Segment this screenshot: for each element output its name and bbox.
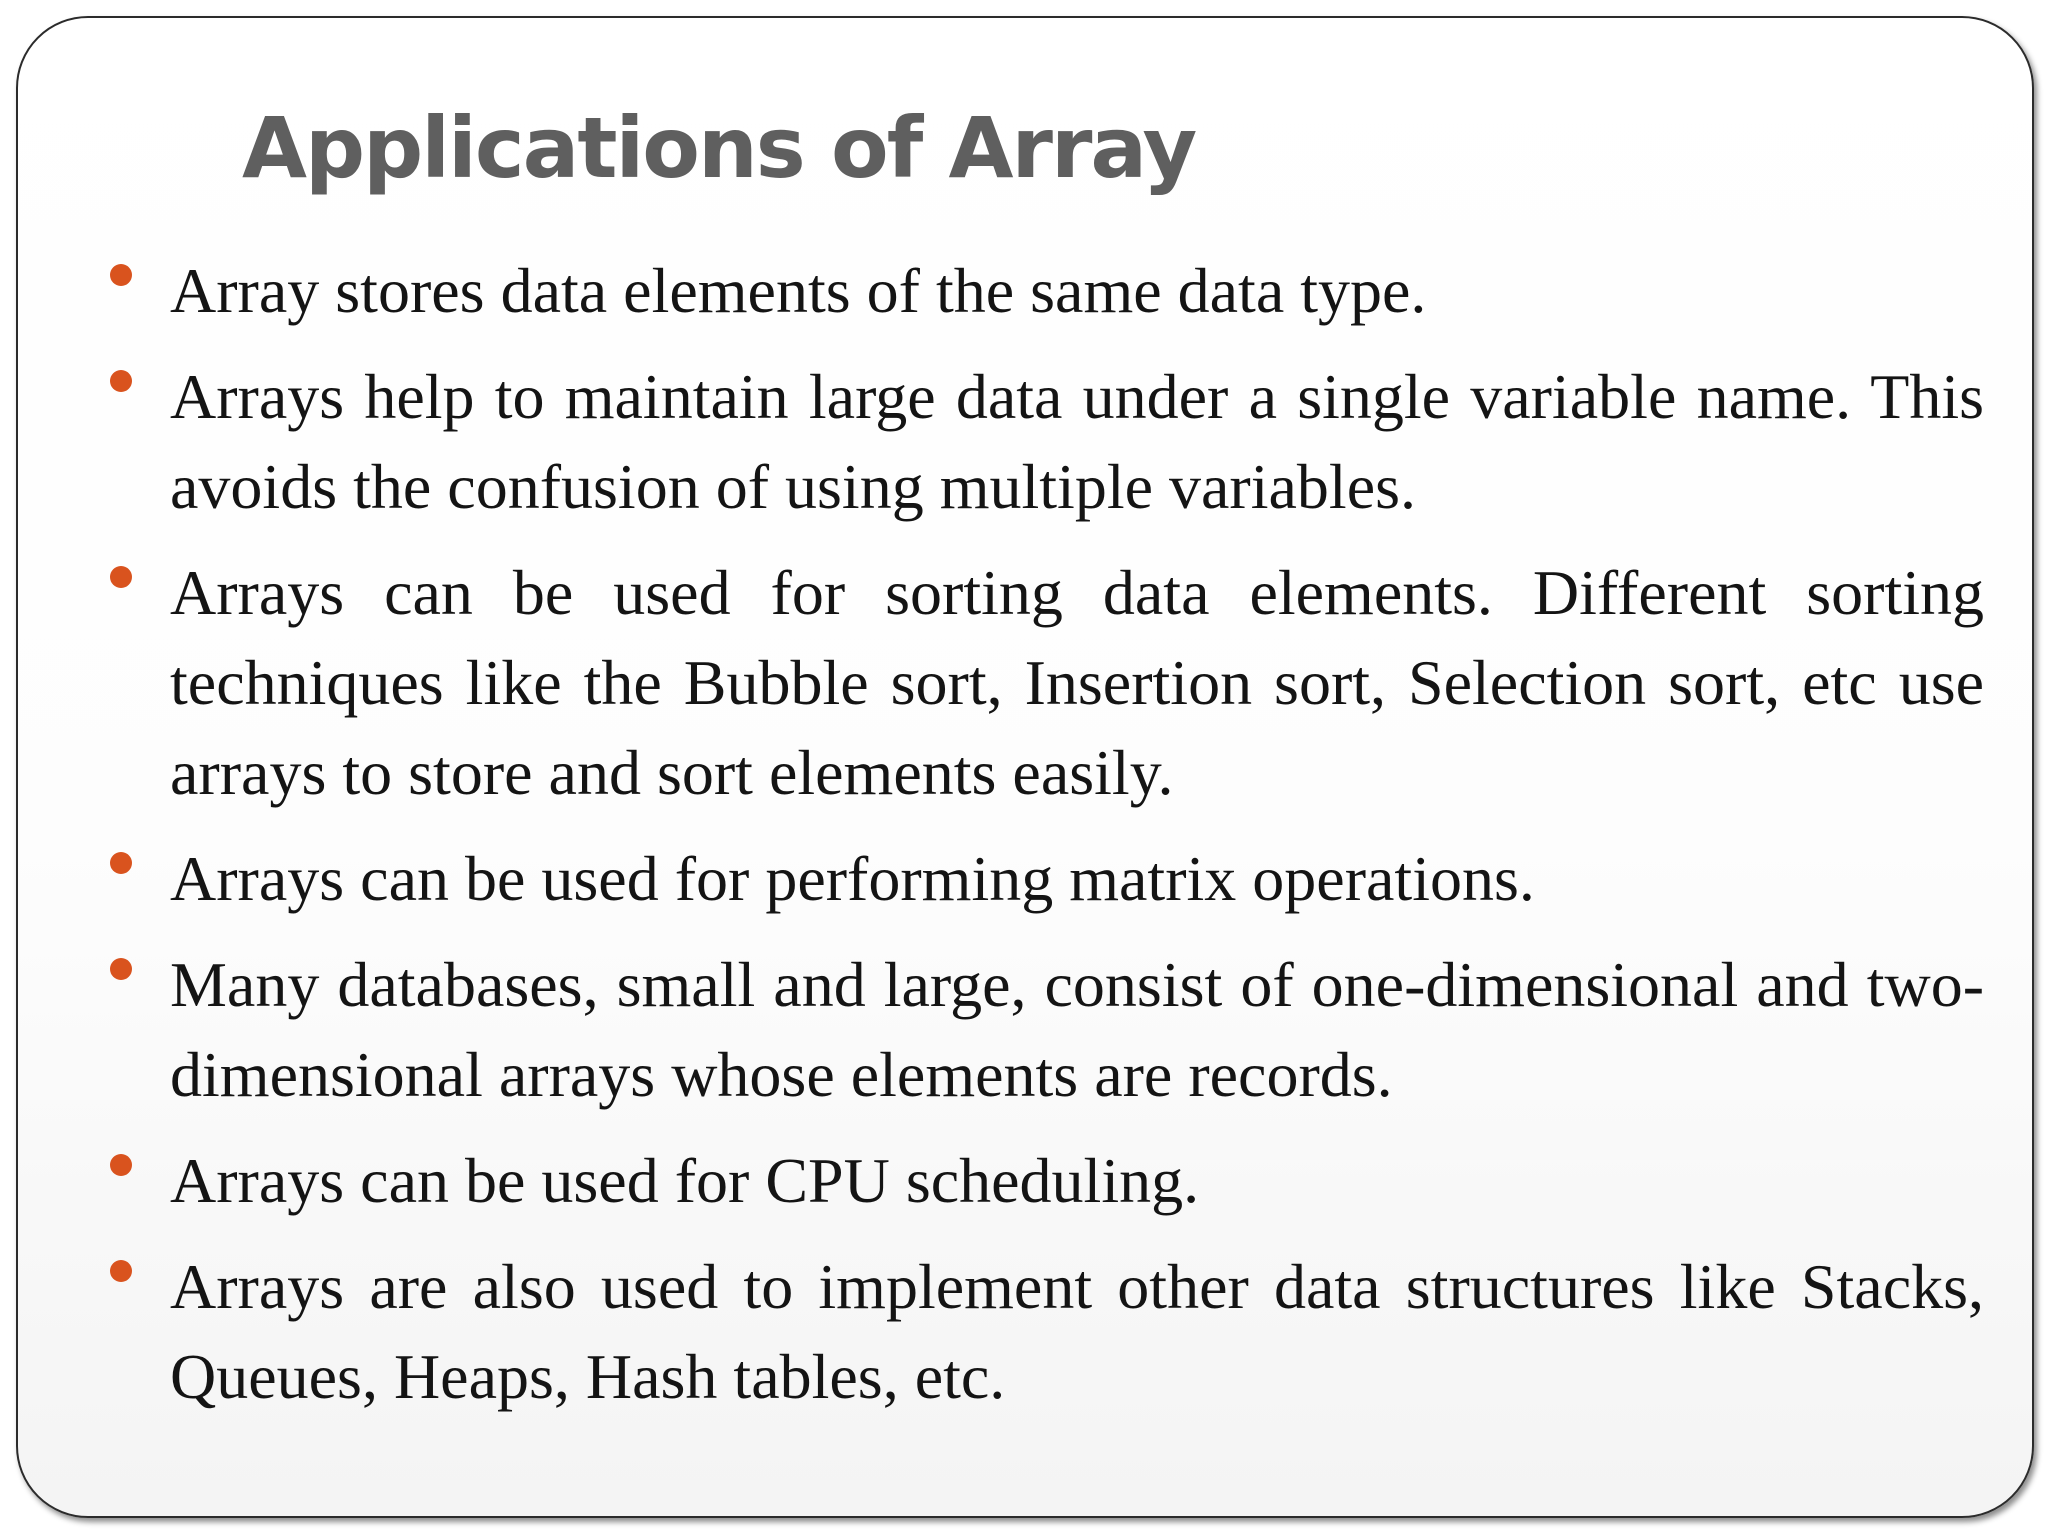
bullet-text: Arrays help to maintain large data under a single variable name. This avoids the confusion of using multiple variables. — [170, 361, 1984, 522]
bullet-item — [110, 548, 1984, 818]
bullet-dot-icon — [110, 852, 132, 874]
slide-frame — [16, 16, 2034, 1518]
bullet-text: Arrays are also used to implement other data structures like Stacks, Queues, Heaps, Hash tables, etc. — [170, 1251, 1984, 1412]
bullet-item — [110, 1136, 1984, 1226]
bullet-dot-icon — [110, 566, 132, 588]
bullet-item — [110, 246, 1984, 336]
bullet-text: Many databases, small and large, consist of one-dimensional and two-dimensional arrays whose elements are records. — [170, 949, 1984, 1110]
bullet-text: Arrays can be used for CPU scheduling. — [170, 1145, 1200, 1216]
bullet-dot-icon — [110, 264, 132, 286]
bullet-dot-icon — [110, 1260, 132, 1282]
bullet-dot-icon — [110, 370, 132, 392]
bullet-dot-icon — [110, 1154, 132, 1176]
bullet-list — [110, 246, 1984, 1438]
bullet-text: Arrays can be used for performing matrix operations. — [170, 843, 1535, 914]
bullet-item — [110, 352, 1984, 532]
slide-title: Applications of Array — [242, 99, 1196, 197]
bullet-text: Array stores data elements of the same data type. — [170, 255, 1427, 326]
bullet-item — [110, 834, 1984, 924]
bullet-dot-icon — [110, 958, 132, 980]
bullet-item — [110, 1242, 1984, 1422]
bullet-item — [110, 940, 1984, 1120]
bullet-text: Arrays can be used for sorting data elements. Different sorting techniques like the Bubble sort, Insertion sort, Selection sort, etc use arrays to store and sort elements easily. — [170, 557, 1984, 808]
